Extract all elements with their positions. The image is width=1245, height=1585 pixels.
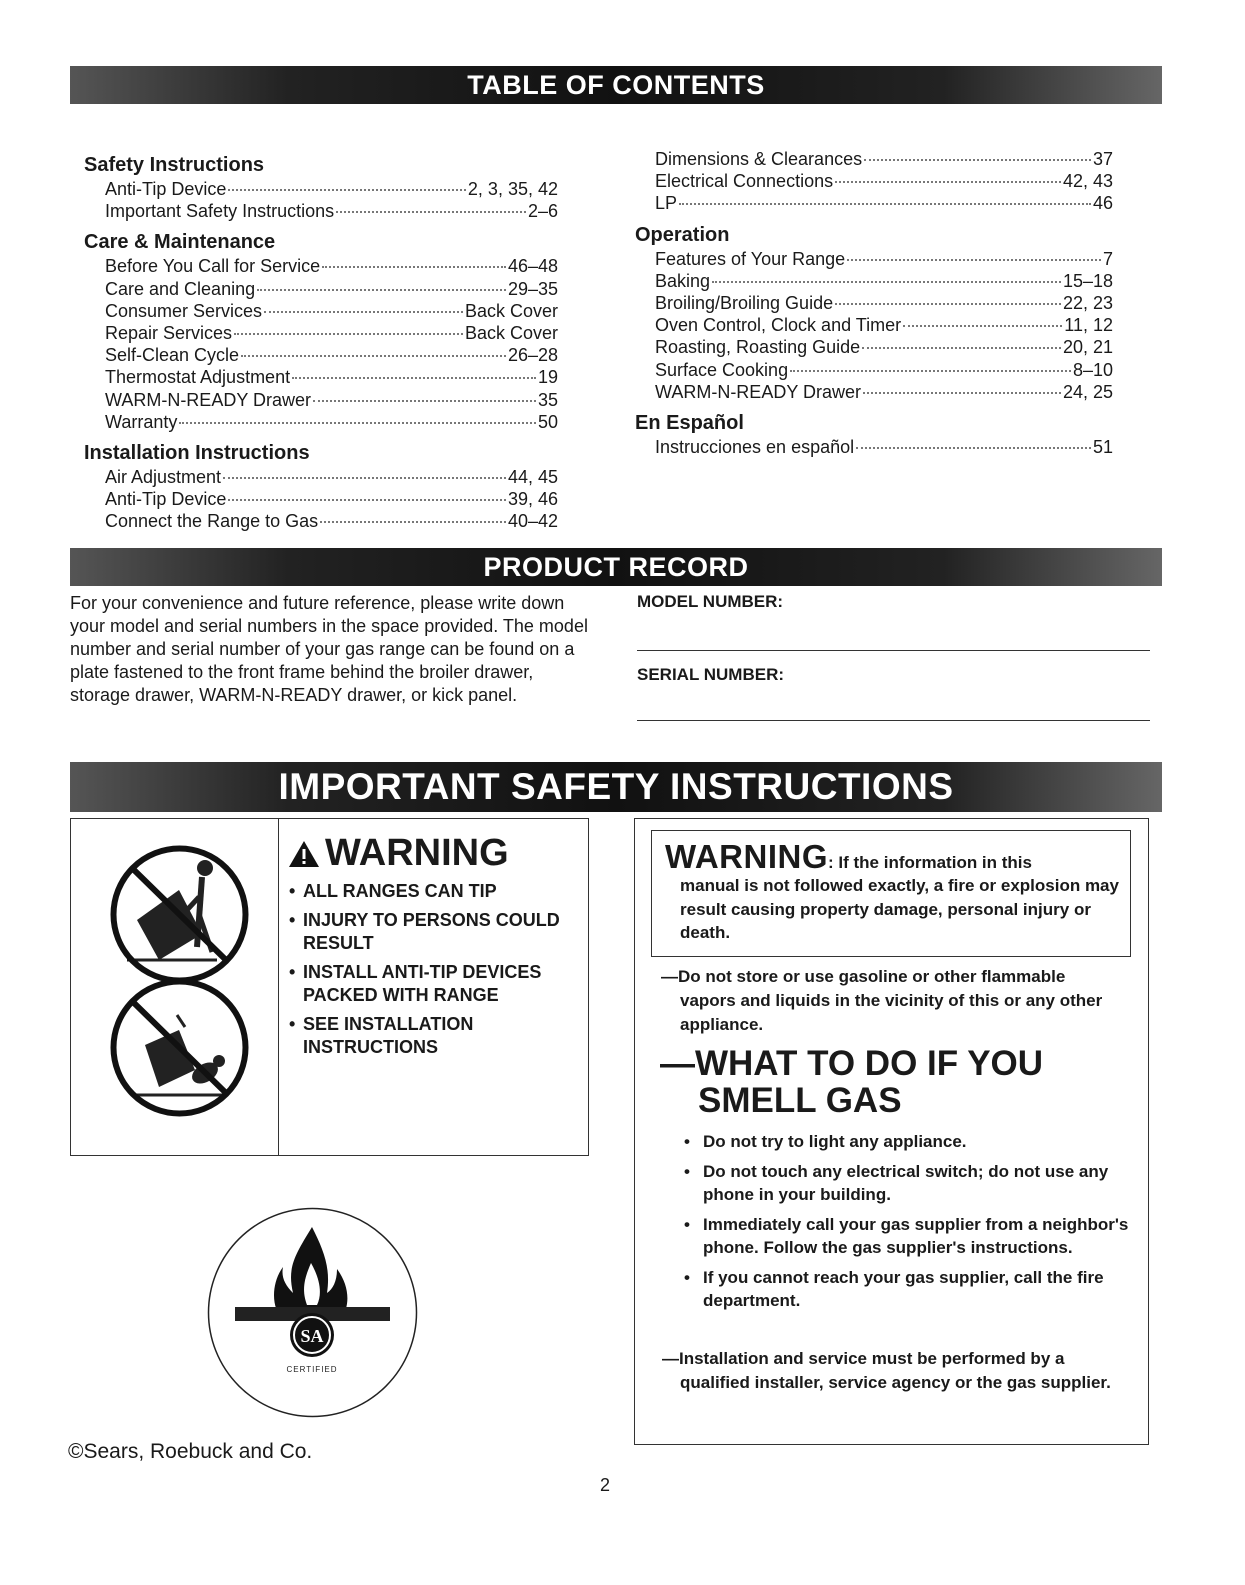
toc-entry-page: 8–10 [1072, 359, 1113, 380]
toc-entry-label: Air Adjustment [105, 467, 222, 488]
installation-note: —Installation and service must be performed by a qualified installer, service agency or the gas supplier. [662, 1349, 1111, 1392]
range-fall-warning-icon [107, 975, 252, 1120]
toc-entry[interactable] [643, 359, 1113, 381]
gas-warning-text: manual is not followed exactly, a fire or explosion may result causing property damage, personal injury or death. [680, 876, 1119, 942]
toc-entry-label: Features of Your Range [655, 248, 846, 269]
toc-entry[interactable] [84, 200, 558, 222]
toc-entry-page: Back Cover [464, 323, 558, 344]
toc-entry-label: Thermostat Adjustment [105, 367, 291, 388]
tip-warning-list [287, 880, 582, 1065]
toc-entry-page: 26–28 [507, 345, 558, 366]
toc-entry-page: 2–6 [527, 201, 558, 222]
toc-entry-page: 37 [1092, 149, 1113, 169]
safety-header-bar: IMPORTANT SAFETY INSTRUCTIONS [70, 762, 1162, 812]
toc-entry-label: Important Safety Instructions [105, 201, 335, 222]
toc-entry[interactable] [643, 148, 1113, 170]
toc-entry-page: 29–35 [507, 278, 558, 299]
toc-dot-leader [336, 211, 526, 213]
toc-dot-leader [257, 289, 506, 291]
range-tipping-warning-icon [107, 842, 252, 987]
gas-warning-heading [665, 838, 1125, 876]
toc-dot-leader [228, 189, 466, 191]
toc-dot-leader [313, 400, 536, 402]
model-number-line[interactable] [637, 650, 1150, 651]
list-item: • Immediately call your gas supplier from a neighbor's phone. Follow the gas supplier's instructions. [681, 1213, 1141, 1260]
list-item: • Do not touch any electrical switch; do not use any phone in your building. [681, 1160, 1141, 1207]
toc-dot-leader [322, 266, 506, 268]
toc-entry[interactable] [643, 270, 1113, 292]
toc-entry-label: Instrucciones en español [655, 437, 855, 458]
toc-entry[interactable] [643, 314, 1113, 336]
toc-dot-leader [234, 333, 463, 335]
toc-entry-page: 44, 45 [507, 467, 558, 488]
toc-entry-page: 22, 23 [1062, 293, 1113, 314]
smell-gas-list [681, 1130, 1141, 1319]
toc-dot-leader [712, 281, 1061, 283]
toc-entry-page: 24, 25 [1062, 381, 1113, 402]
toc-dot-leader [862, 347, 1061, 349]
smell-gas-heading: —WHAT TO DO IF YOU SMELL GAS [660, 1044, 1044, 1120]
toc-entry-page: 50 [537, 411, 558, 432]
toc-entry-page: 2, 3, 35, 42 [467, 179, 558, 199]
toc-section-title: Operation [635, 223, 730, 246]
toc-dot-leader [835, 181, 1061, 183]
toc-entry-page: 46 [1092, 193, 1113, 214]
toc-dot-leader [835, 303, 1061, 305]
tip-warning-divider [278, 818, 279, 1156]
toc-section-title: Installation Instructions [84, 442, 310, 465]
toc-entry-label: Roasting, Roasting Guide [655, 337, 861, 358]
toc-entry-label: Baking [655, 270, 711, 291]
toc-dot-leader [864, 159, 1091, 161]
toc-entry[interactable] [84, 389, 558, 411]
toc-entry-label: Oven Control, Clock and Timer [655, 315, 902, 336]
toc-dot-leader [856, 447, 1091, 449]
toc-entry[interactable] [84, 278, 558, 300]
gasoline-warning: —Do not store or use gasoline or other flammable vapors and liquids in the vicinity of this or any other appliance. [661, 967, 1103, 1034]
toc-entry-page: 51 [1092, 437, 1113, 458]
toc-dot-leader [223, 477, 506, 479]
toc-entry-label: Self-Clean Cycle [105, 345, 240, 366]
list-item: • Do not try to light any appliance. [681, 1130, 1141, 1154]
serial-number-line[interactable] [637, 720, 1150, 721]
toc-entry-page: 42, 43 [1062, 171, 1113, 192]
gas-warning-lead: : If the information in this [828, 853, 1032, 872]
toc-dot-leader [903, 325, 1062, 327]
toc-entry[interactable] [84, 255, 558, 277]
toc-entry-page: 39, 46 [507, 489, 558, 510]
toc-dot-leader [264, 311, 463, 313]
toc-dot-leader [179, 422, 536, 424]
warning-triangle-icon [287, 839, 321, 869]
toc-entry[interactable] [84, 178, 558, 200]
list-item: • ALL RANGES CAN TIP [287, 880, 582, 903]
toc-entry-page: 7 [1102, 248, 1113, 269]
toc-entry[interactable] [643, 436, 1113, 458]
page-number: 2 [600, 1475, 611, 1495]
tip-warning-word: WARNING [325, 832, 509, 874]
toc-entry-label: LP [655, 193, 678, 214]
toc-entry[interactable] [84, 366, 558, 388]
toc-entry-label: Electrical Connections [655, 171, 834, 192]
toc-entry-page: 20, 21 [1062, 337, 1113, 358]
toc-section-title: Care & Maintenance [84, 231, 276, 254]
toc-entry[interactable] [84, 510, 558, 532]
toc-section-title: Safety Instructions [84, 154, 265, 176]
toc-entry[interactable] [643, 192, 1113, 214]
toc-entry[interactable] [84, 344, 558, 366]
list-item: • INJURY TO PERSONS COULD RESULT [287, 909, 582, 955]
list-item: • SEE INSTALLATION INSTRUCTIONS [287, 1013, 582, 1059]
toc-header-bar: TABLE OF CONTENTS [70, 66, 1162, 104]
product-record-header-bar: PRODUCT RECORD [70, 548, 1162, 586]
toc-entry[interactable] [643, 292, 1113, 314]
toc-entry-label: Connect the Range to Gas [105, 511, 319, 532]
csa-certified-seal [205, 1205, 420, 1420]
toc-entry-label: Surface Cooking [655, 359, 789, 380]
toc-dot-leader [790, 370, 1071, 372]
toc-entry-label: Anti-Tip Device [105, 489, 227, 510]
toc-entry[interactable] [84, 411, 558, 433]
toc-entry-label: Broiling/Broiling Guide [655, 293, 834, 314]
toc-entry-page: 40–42 [507, 511, 558, 532]
toc-entry[interactable] [643, 170, 1113, 192]
toc-entry-label: WARM-N-READY Drawer [655, 381, 862, 402]
toc-entry-label: Care and Cleaning [105, 278, 256, 299]
gas-warning-word: WARNING [665, 838, 828, 875]
toc-dot-leader [292, 377, 536, 379]
toc-entry-label: Consumer Services [105, 300, 263, 321]
toc-entry-label: Dimensions & Clearances [655, 149, 863, 169]
toc-entry[interactable] [84, 466, 558, 488]
toc-entry-page: 46–48 [507, 256, 558, 277]
toc-right-column [635, 148, 1113, 458]
tip-warning-title [287, 832, 509, 875]
serial-number-label: SERIAL NUMBER: [637, 665, 785, 684]
toc-entry-page: 19 [537, 367, 558, 388]
toc-entry[interactable] [84, 300, 558, 322]
toc-entry-label: WARM-N-READY Drawer [105, 389, 312, 410]
toc-entry-page: 35 [537, 389, 558, 410]
toc-entry-label: Anti-Tip Device [105, 179, 227, 199]
toc-entry[interactable] [84, 322, 558, 344]
seal-caption: CERTIFIED [286, 1365, 338, 1374]
toc-dot-leader [679, 203, 1091, 205]
toc-dot-leader [847, 259, 1101, 261]
toc-entry-label: Warranty [105, 411, 178, 432]
toc-entry[interactable] [643, 381, 1113, 403]
toc-left-column [84, 148, 558, 533]
product-record-text: For your convenience and future reference, please write down your model and serial numbers in the space provided. The model number and serial number of your gas range can be found on a plate fastened to the front frame behind the broiler drawer, storage drawer, WARM-N-READY drawer, or kick panel. [70, 593, 588, 705]
list-item: • INSTALL ANTI-TIP DEVICES PACKED WITH RANGE [287, 961, 582, 1007]
toc-entry[interactable] [84, 488, 558, 510]
seal-letters: SA [300, 1326, 324, 1346]
toc-entry-page: 15–18 [1062, 270, 1113, 291]
toc-dot-leader [320, 521, 506, 523]
toc-entry[interactable] [643, 336, 1113, 358]
toc-entry-label: Repair Services [105, 323, 233, 344]
toc-dot-leader [863, 392, 1061, 394]
toc-section-title: En Español [635, 412, 744, 435]
toc-entry-page: Back Cover [464, 300, 558, 321]
toc-dot-leader [241, 355, 506, 357]
toc-entry-label: Before You Call for Service [105, 256, 321, 277]
model-number-label: MODEL NUMBER: [637, 592, 784, 611]
toc-entry-page: 11, 12 [1064, 315, 1113, 336]
list-item: • If you cannot reach your gas supplier, call the fire department. [681, 1266, 1141, 1313]
toc-dot-leader [228, 499, 506, 501]
toc-entry[interactable] [643, 248, 1113, 270]
copyright-text: ©Sears, Roebuck and Co. [68, 1440, 313, 1463]
